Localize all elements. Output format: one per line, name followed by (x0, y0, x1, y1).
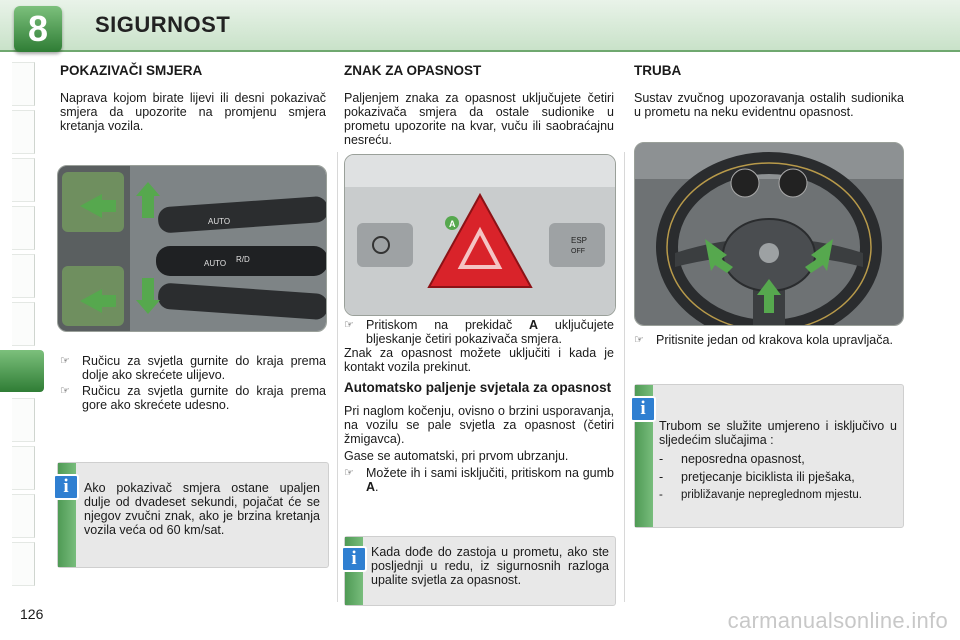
pointing-finger-icon: ☞ (60, 385, 70, 397)
page-number: 126 (20, 606, 44, 622)
off-label: OFF (571, 248, 585, 255)
list-item: ☞ Ručicu za svjetla gurnite do kraja prema dolje ako skrećete ulijevo. (60, 354, 326, 382)
paragraph: Gase se automatski, pri prvom ubrzanju. (344, 449, 569, 463)
pointing-finger-icon: ☞ (344, 319, 354, 331)
turn-signals-section (60, 64, 326, 133)
list-item: ☞ Ručicu za svjetla gurnite do kraja prema gore ako skrećete udesno. (60, 384, 326, 412)
info-text: Kada dođe do zastoja u prometu, ako ste posljednji u redu, iz sigurnosnih razloga upalite svjetla za opasnost. (371, 545, 609, 587)
chapter-header (0, 0, 960, 52)
steering-wheel-photo (634, 142, 904, 326)
info-icon: i (630, 396, 656, 422)
info-box (634, 384, 904, 528)
subheading: Automatsko paljenje svjetala za opasnost (344, 380, 612, 395)
info-text: Ako pokazivač smjera ostane upaljen dulje od dvadeset sekundi, pojačat će se njegov zvučni znak, ako je brzina kretanja vozila veća od 60 km/sat. (84, 481, 320, 537)
stalk-label: AUTO (204, 259, 227, 268)
section-intro: Naprava kojom birate lijevi ili desni pokazivač smjera da upozorite na promjenu smjera kretanja vozila. (60, 91, 326, 133)
horn-bullet (634, 333, 904, 347)
list-item: ☞ Pritiskom na prekidač A uključujete bljeskanje četiri pokazivača smjera. (344, 318, 614, 346)
list-item: - približavanje nepreglednom mjestu. (659, 489, 862, 501)
side-tab-8[interactable] (12, 398, 35, 442)
horn-section (634, 64, 904, 119)
list-item: - pretjecanje biciklista ili pješaka, (659, 470, 855, 484)
pointing-finger-icon: ☞ (60, 355, 70, 367)
side-tab-2[interactable] (12, 110, 35, 154)
pointing-finger-icon: ☞ (344, 467, 354, 479)
side-tab-5[interactable] (12, 254, 35, 298)
brand-emblem-icon (759, 243, 779, 263)
paragraph: Pri naglom kočenju, ovisno o brzini usporavanja, na vozilu se pale svjetla za opasnost (četiri žmigavca). (344, 404, 614, 446)
list-item: ☞ Možete ih i sami isključiti, pritiskom na gumb A. (344, 466, 614, 494)
section-intro: Paljenjem znaka za opasnost uključujete četiri pokazivača smjera da ostale sudionike u prometu upozorite na kvar, vuču ili saobraćajnu nesreću. (344, 91, 614, 147)
esp-label: ESP (571, 236, 588, 245)
side-tab-1[interactable] (12, 62, 35, 106)
info-box (344, 536, 616, 606)
list-item: ☞ Pritisnite jedan od krakova kola upravljača. (634, 333, 893, 347)
side-tab-active[interactable] (0, 350, 44, 392)
info-box (57, 462, 329, 568)
list-item: - neposredna opasnost, (659, 452, 805, 466)
info-icon: i (341, 546, 367, 572)
hazard-switch-illustration (345, 155, 615, 315)
column-divider (624, 152, 625, 602)
column-divider (337, 152, 338, 602)
stalk-label: AUTO (208, 217, 231, 226)
info-icon: i (53, 474, 79, 500)
turn-signal-bullets (60, 354, 326, 412)
side-tab-11[interactable] (12, 542, 35, 586)
light-stalk-illustration (58, 166, 326, 331)
section-heading: ZNAK ZA OPASNOST (344, 63, 482, 78)
side-tab-4[interactable] (12, 206, 35, 250)
stalk-photo (57, 165, 327, 332)
marker-label: A (449, 219, 456, 229)
hazard-photo (344, 154, 616, 316)
hazard-section (344, 64, 614, 147)
info-text: Trubom se služite umjereno i isključivo u sljedećim slučajima : (659, 419, 897, 447)
chapter-number-badge: 8 (14, 6, 62, 52)
side-tab-3[interactable] (12, 158, 35, 202)
section-heading: POKAZIVAČI SMJERA (60, 63, 203, 78)
watermark: carmanualsonline.info (727, 608, 948, 633)
steering-wheel-illustration (635, 143, 903, 325)
pointing-finger-icon: ☞ (634, 334, 644, 346)
side-tab-6[interactable] (12, 302, 35, 346)
paragraph: Znak za opasnost možete uključiti i kada je kontakt vozila prekinut. (344, 346, 614, 374)
stalk-label: R/D (236, 255, 250, 264)
section-intro: Sustav zvučnog upozoravanja ostalih sudionika u prometu na neku evidentnu opasnost. (634, 91, 904, 119)
chapter-side-tabs (0, 62, 36, 582)
side-tab-10[interactable] (12, 494, 35, 538)
chapter-title: SIGURNOST (95, 12, 231, 37)
side-tab-9[interactable] (12, 446, 35, 490)
hazard-body (344, 318, 614, 494)
section-heading: TRUBA (634, 63, 682, 78)
